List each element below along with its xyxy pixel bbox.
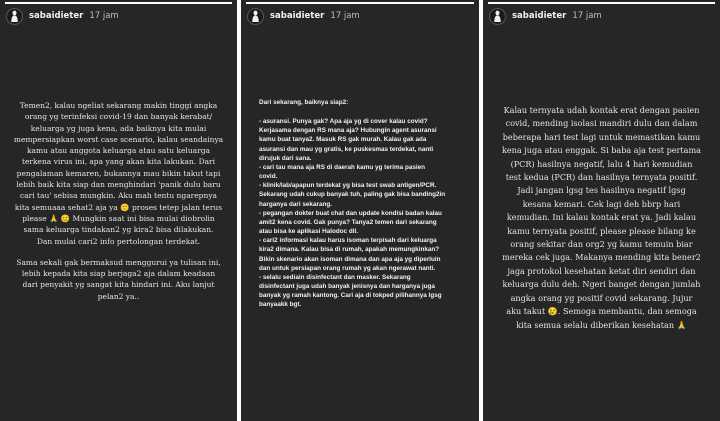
username[interactable]: sabaidieter bbox=[29, 11, 84, 21]
text-line: - selalu sediain disinfectant dan masker. Sekarang bbox=[259, 273, 411, 281]
story-panel-1[interactable] bbox=[0, 0, 237, 421]
text-line: Kerjasama dengan RS mana aja? Hubungin agent asuransi bbox=[259, 127, 437, 135]
story-header bbox=[6, 7, 119, 25]
text-line: Sekarang udah cukup banyak tuh, paling gak bisa banding2in bbox=[259, 191, 446, 199]
text-line: orang sekitar dan org2 yg kamu temuin biar bbox=[510, 239, 693, 250]
text-line: mereka cek juga. Makanya mending kita bener2 bbox=[502, 252, 701, 263]
text-line: atau bisa ke aplikasi Halodoc dll. bbox=[259, 228, 359, 236]
username[interactable]: sabaidieter bbox=[512, 11, 567, 21]
avatar[interactable] bbox=[489, 8, 506, 25]
post-time: 17 jam bbox=[572, 11, 602, 21]
story-text bbox=[259, 98, 474, 309]
text-line: aku takut 😢. Semoga membantu, dan semoga bbox=[506, 306, 697, 317]
text-line: amit2 kena covid. Gak punya? Tanya2 temen dari sekarang bbox=[259, 218, 437, 226]
text-line: kira2 dimana. Kalau bisa di rumah, apakah memungkinkan? bbox=[259, 246, 440, 254]
text-line: Dari sekarang, baiknya siap2: bbox=[259, 99, 349, 106]
text-line: jaga protokol kesehatan ketat diri sendiri dan bbox=[507, 265, 696, 276]
text-line: Dan mulai cari2 info pertolongan terdekat. bbox=[36, 236, 201, 246]
text-line: disinfectant juga udah banyak jenisnya dan harganya juga bbox=[259, 282, 435, 290]
text-line: harganya dari sekarang. bbox=[259, 200, 332, 208]
text-line: Kalau ternyata udah kontak erat dengan pasien bbox=[503, 105, 700, 115]
text-line: kita semuaaa sehat2 aja ya 🙂 proses tetep jalan terus bbox=[14, 202, 223, 212]
story-text bbox=[483, 104, 720, 332]
story-text bbox=[0, 100, 237, 302]
story-panel-3[interactable] bbox=[483, 0, 720, 421]
text-line: - asuransi. Punya gak? Apa aja yg di cover kalau covid? bbox=[259, 118, 428, 126]
post-time: 17 jam bbox=[89, 11, 119, 21]
text-line: mempersiapkan worst case scenario, kalau seandainya bbox=[13, 134, 224, 144]
text-line: kesana kemari. Cek lagi deh bbrp hari bbox=[522, 198, 681, 209]
text-line: dari penyakit yg sangat kita hindari ini. Aku lanjut bbox=[22, 280, 215, 290]
text-line: pelan2 ya.. bbox=[97, 291, 140, 301]
text-line: keluarga dulu deh. Ngeri banget dengan jumlah bbox=[502, 279, 701, 290]
text-line: kita semua selalu diberikan kesehatan 🙏 bbox=[516, 319, 687, 330]
story-progress-bar bbox=[246, 2, 474, 4]
text-line: keluarga yg juga kena, ada baiknya kita mulai bbox=[30, 123, 207, 133]
paragraph-gap bbox=[0, 247, 237, 257]
story-header bbox=[247, 7, 360, 25]
text-line: Temen2, kalau ngeliat sekarang makin tinggi angka bbox=[19, 101, 218, 110]
post-time: 17 jam bbox=[330, 11, 360, 21]
avatar[interactable] bbox=[6, 8, 23, 25]
text-line: beberapa hari test lagi untuk memastikan kamu bbox=[502, 131, 701, 142]
text-line: kamu buat tanya2. Masuk RS gak murah. Kalau gak ada bbox=[259, 136, 427, 144]
text-line: banyaakk bgt. bbox=[259, 301, 302, 309]
text-line: lebih kepada kita siap berjaga2 aja dalam keadaan bbox=[21, 269, 216, 279]
story-progress-bar bbox=[488, 2, 715, 4]
text-line: kemudian. Ini kalau kontak erat ya. Jadi kalau bbox=[506, 212, 697, 223]
text-line: - cari tau mana aja RS di daerah kamu yg terima pasien bbox=[259, 163, 426, 171]
story-panel-2[interactable] bbox=[241, 0, 479, 421]
text-line: - cari2 informasi kalau harus isoman terpisah dari keluarga bbox=[259, 237, 437, 245]
text-line: covid, mending isolasi mandiri dulu dan dalam bbox=[505, 118, 698, 129]
text-line: pengalaman kemaren, bukannya mau bikin takut tapi bbox=[16, 168, 221, 178]
text-line: - pegangan dokter buat chat dan update kondisi badan kalau bbox=[259, 209, 442, 217]
text-line: Bikin skenario akan isoman dimana dan apa aja yg diperluin bbox=[259, 255, 441, 263]
username[interactable]: sabaidieter bbox=[270, 11, 325, 21]
text-line: kamu ternyata positif, please please bilang ke bbox=[507, 225, 696, 236]
text-line: kena juga atau enggak. Si baba aja test pertama bbox=[501, 145, 701, 156]
text-line: terkena virus ini, apa yang akan kita lakukan. Dari bbox=[21, 157, 216, 167]
text-line: angka orang yg positif covid sekarang. Jujur bbox=[510, 292, 693, 303]
paragraph-gap bbox=[259, 107, 474, 117]
text-line: kamu atau anggota keluarga atau satu keluarga bbox=[27, 146, 210, 156]
text-line: covid. bbox=[259, 173, 278, 181]
text-line: cari tau' sebisa mungkin. Aku mah tentu ngarepnya bbox=[19, 191, 218, 201]
text-line: Sama sekali gak bermaksud menggurui ya tulisan ini, bbox=[16, 257, 221, 267]
text-line: test kedua (PCR) dan hasilnya ternyata positif. bbox=[505, 172, 698, 183]
text-line: banyak yg ramah kantong. Cari aja di tokped pilihannya lgsg bbox=[259, 292, 442, 300]
avatar[interactable] bbox=[247, 8, 264, 25]
text-line: Jadi jangan lgsg tes hasilnya negatif lgsg bbox=[517, 185, 686, 196]
text-line: lebih baik kita siap dan menghindari 'panik dulu baru bbox=[16, 180, 221, 190]
text-line: dirujuk dari sana. bbox=[259, 154, 312, 162]
text-line: (PCR) hasilnya negatif, lalu 4 hari kemudian bbox=[510, 158, 693, 169]
story-header bbox=[489, 7, 602, 25]
text-line: - klinik/lab/apapun terdekat yg bisa test swab antigen/PCR. bbox=[259, 182, 437, 190]
text-line: asuransi dan mau yg gratis, ke puskesmas terdekat, nanti bbox=[259, 145, 434, 153]
text-line: orang yg terinfeksi covid-19 dan banyak kerabat/ bbox=[24, 112, 213, 122]
story-progress-bar bbox=[5, 2, 232, 4]
text-line: sama keluarga tindakan2 yg kira2 bisa dilakukan. bbox=[23, 225, 214, 235]
text-line: please 🙏 😊 Mungkin saat ini bisa mulai diobrolin bbox=[22, 213, 215, 223]
text-line: dan untuk persiapan orang rumah yg akan ngerawat nanti. bbox=[259, 264, 436, 272]
